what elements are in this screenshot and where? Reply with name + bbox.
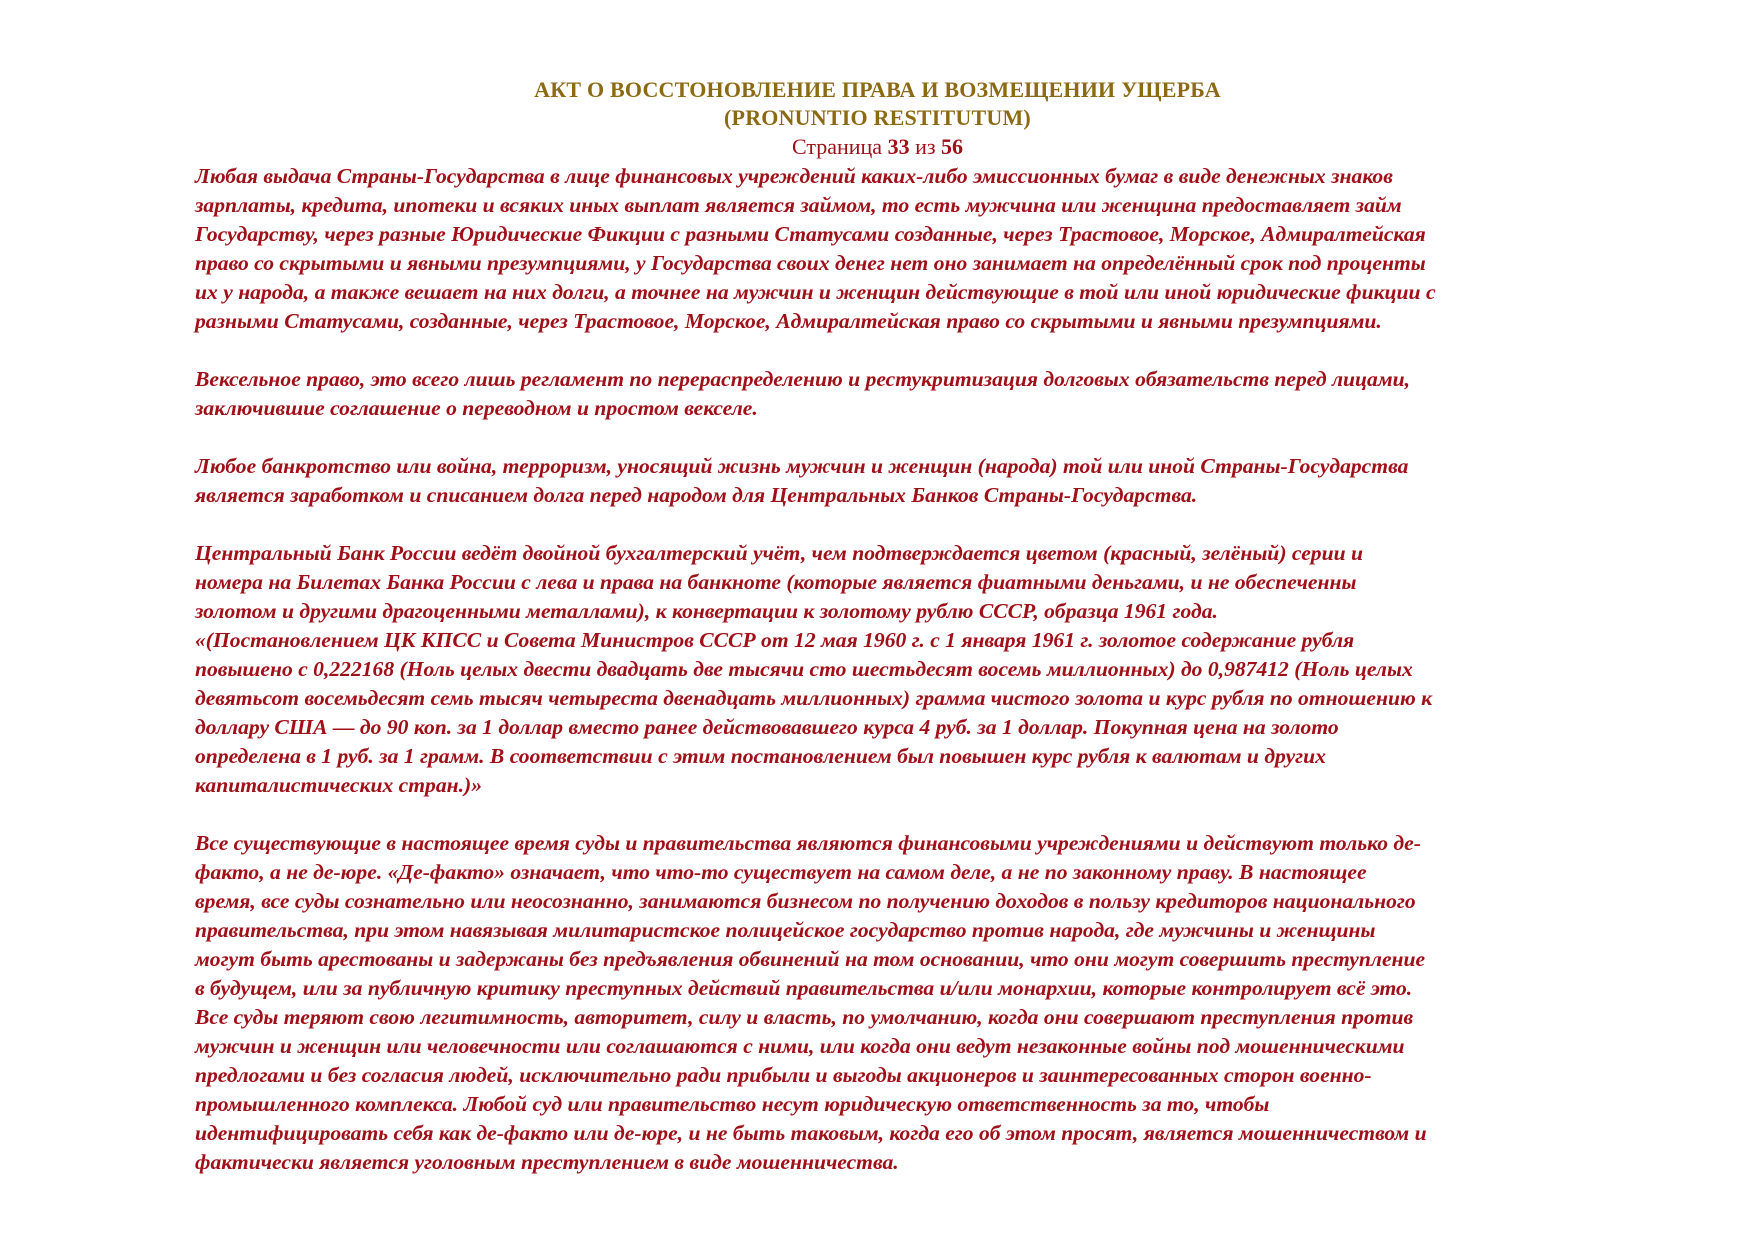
document-title: АКТ О ВОССТОНОВЛЕНИЕ ПРАВА И ВОЗМЕЩЕНИИ УЩЕРБА <box>534 77 1221 102</box>
paragraph-courts: Все существующие в настоящее время суды и правительства являются финансовыми учреждениями и действуют только де- факто, а не де-юре. «Де-факто» означает, что что-то существует на самом деле, а не по законному праву. В настоящее время, все суды сознательно или неосознанно, занимаются бизнесом по получению доходов в пользу кредиторов национального правительства, при этом навязывая милитаристское полицейское государство против народа, где мужчины и женщины могут быть арестованы и задержаны без предъявления обвинений на том основании, что они могут совершить преступление в будущем, или за публичную критику преступных действий правительства и/или монархии, которые контролирует всё это. Все суды теряют свою легитимность, авторитет, силу и власть, по умолчанию, когда они совершают преступления против мужчин и женщин или человечности или соглашаются с ними, или когда они ведут незаконные войны под мошенническими предлогами и без согласия людей, исключительно ради прибыли и выгоды акционеров и заинтересованных сторон военно- промышленного комплекса. Любой суд или правительство несут юридическую ответственность за то, чтобы идентифицировать себя как де-факто или де-юре, и не быть таковым, когда его об этом просят, является мошенничеством и фактически является уголовным преступлением в виде мошенничества. <box>195 831 1427 1174</box>
document-header <box>0 76 1755 161</box>
paragraph-central-bank: Центральный Банк России ведёт двойной бухгалтерский учёт, чем подтверждается цветом (красный, зелёный) серии и номера на Билетах Банка России с лева и права на банкноте (которые является фиатными деньгами, и не обеспеченны золотом и другими драгоценными металлами), к конвертации к золотому рублю СССР, образца 1961 года. «(Постановлением ЦК КПСС и Совета Министров СССР от 12 мая 1960 г. с 1 января 1961 г. золотое содержание рубля повышено с 0,222168 (Ноль целых двести двадцать две тысячи сто шестьдесят восемь миллионных) до 0,987412 (Ноль целых девятьсот восемьдесят семь тысяч четыреста двенадцать миллионных) грамма чистого золота и курс рубля по отношению к доллару США — до 90 коп. за 1 доллар вместо ранее действовавшего курса 4 руб. за 1 доллар. Покупная цена на золото определена в 1 руб. за 1 грамм. В соответствии с этим постановлением был повышен курс рубля к валютам и других капиталистических стран.)» <box>195 541 1433 797</box>
paragraph-bill-of-exchange: Вексельное право, это всего лишь регламент по перераспределению и рестукритизация долговых обязательств перед лицами, заключившие соглашение о переводном и простом векселе. <box>195 367 1411 420</box>
paragraph-bankruptcy: Любое банкротство или война, терроризм, уносящий жизнь мужчин и женщин (народа) той или иной Страны-Государства является заработком и списанием долга перед народом для Центральных Банков Страны-Государства. <box>195 454 1409 507</box>
document-body <box>195 162 1665 1177</box>
page-of-label: из <box>915 134 936 159</box>
document-subtitle: (PRONUNTIO RESTITUTUM) <box>724 105 1031 130</box>
page-label: Страница <box>791 134 883 159</box>
page-total: 56 <box>941 134 964 159</box>
paragraph-loans: Любая выдача Страны-Государства в лице финансовых учреждений каких-либо эмиссионных бумаг в виде денежных знаков зарплаты, кредита, ипотеки и всяких иных выплат является займом, то есть мужчина или женщина предоставляет займ Государству, через разные Юридические Фикции с разными Статусами созданные, через Трастовое, Морское, Адмиралтейская право со скрытыми и явными презумпциями, у Государства своих денег нет оно занимает на определённый срок под проценты их у народа, а также вешает на них долги, а точнее на мужчин и женщин действующие в той или иной юридические фикции с разными Статусами, созданные, через Трастовое, Морское, Адмиралтейская право со скрытыми и явными презумпциями. <box>195 164 1436 333</box>
page-counter <box>0 132 1755 161</box>
page-current: 33 <box>887 134 910 159</box>
